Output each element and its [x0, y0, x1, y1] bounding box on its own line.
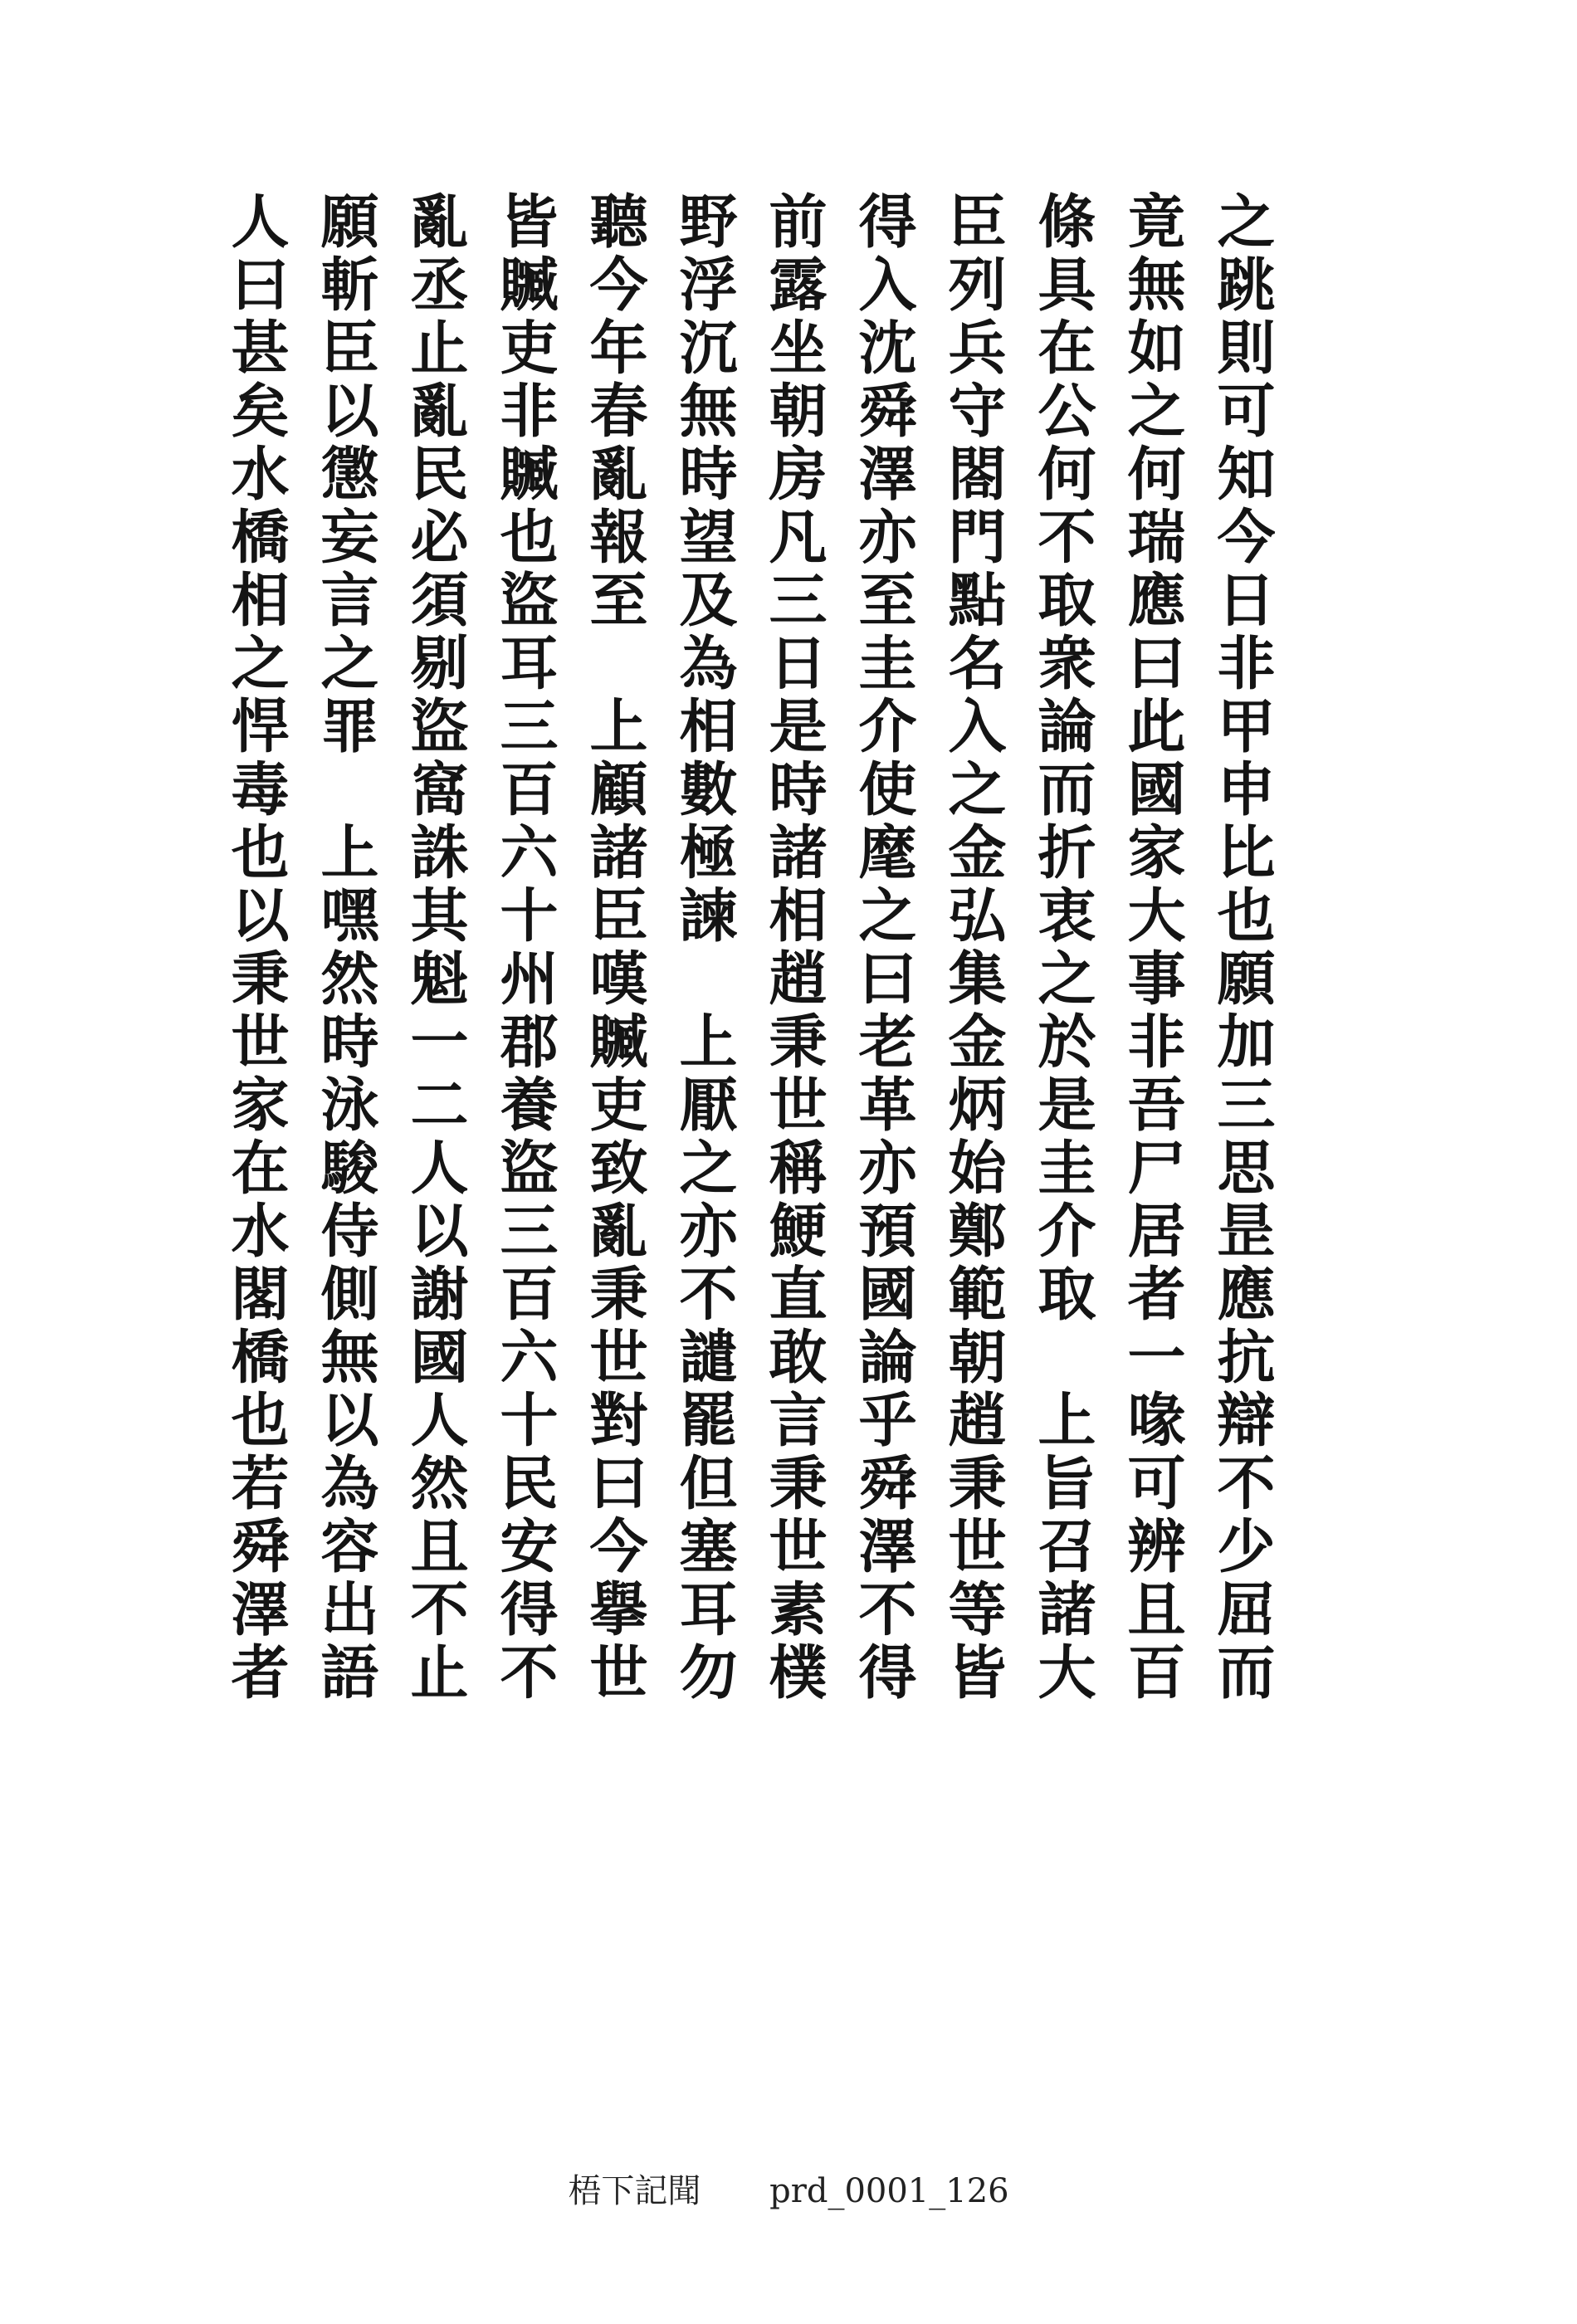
- text-column: 亂丞止亂民必須剔盜窩誅其魁一二人以謝國人然且不止: [401, 191, 470, 1705]
- text-column: 願斬臣以懲妄言之罪 上嘿然時泳駿侍側無以為容出語: [311, 191, 380, 1705]
- text-column: 條具在公何不取衆論而折衷之於是圭介取 上旨召諸大: [1028, 191, 1097, 1705]
- text-column: 前露坐朝房凡三日是時諸相趙秉世稱鯁直敢言秉世素樸: [759, 191, 828, 1705]
- page-footer: [0, 2165, 1577, 2212]
- text-column: 臣列兵守閤門點名入之金弘集金炳始鄭範朝趙秉世等皆: [939, 191, 1008, 1705]
- text-column: 得入沈舜澤亦至圭介使麾之曰老革亦預國論乎舜澤不得: [849, 191, 918, 1705]
- page-identifier: prd_0001_126: [769, 2172, 1009, 2210]
- text-column: 皆贓吏非贓也盜耳三百六十州郡養盜三百六十民安得不: [491, 191, 559, 1705]
- text-column: 之跳則可知今日非甲申比也願加三思昰應抗辯不少屈而: [1208, 191, 1277, 1705]
- text-column: 野浮沉無時望及為相數極諫 上厭之亦不譴罷但塞耳勿: [670, 191, 739, 1705]
- book-title: 梧下記聞: [568, 2172, 701, 2210]
- text-column: 竟無如之何瑞應曰此國家大事非吾尸居者一喙可辨且百: [1118, 191, 1187, 1705]
- vertical-text-block: [208, 191, 1286, 1784]
- text-column: 聽今年春亂報至 上顧諸臣嘆贓吏致亂秉世對曰今擧世: [580, 191, 649, 1705]
- text-column: 人曰甚矣水橋相之悍毒也以秉世家在水閣橋也若舜澤者: [222, 191, 290, 1705]
